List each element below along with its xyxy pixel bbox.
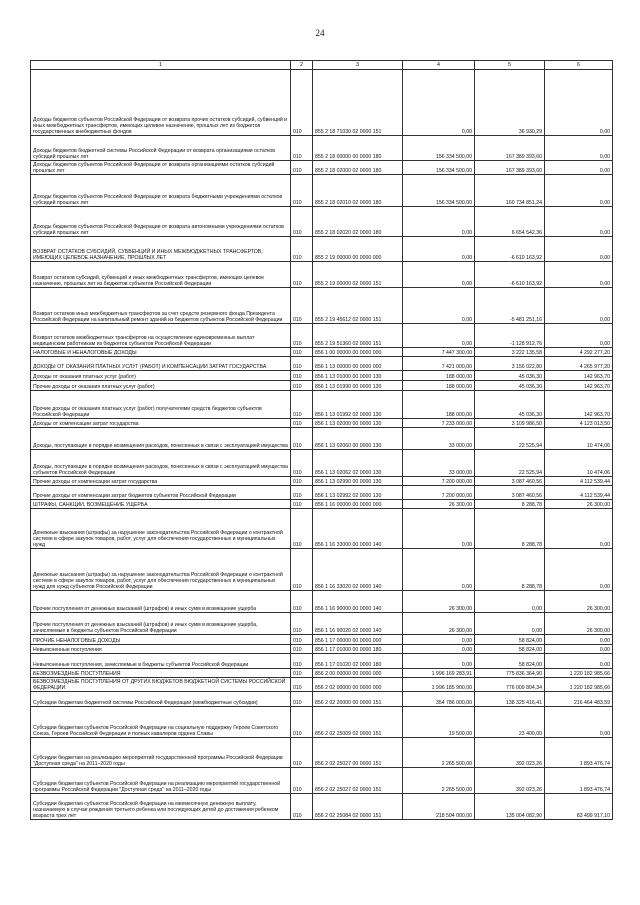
row-remaining-cell: 4 265 977,20	[545, 357, 613, 371]
row-code-cell: 010	[291, 324, 313, 348]
row-classification-cell: 856 2 02 20000 00 0000 151	[313, 692, 403, 707]
column-header: 6	[545, 61, 613, 70]
row-remaining-cell: 0,00	[545, 645, 613, 654]
table-row	[31, 692, 613, 707]
table-row	[31, 613, 613, 635]
row-classification-cell: 856 1 16 00000 00 0000 000	[313, 500, 403, 509]
table-row	[31, 348, 613, 357]
row-name-cell: Доходы бюджетов субъектов Российской Федерации от возврата автономными учреждениями остатков субсидий прошлых лет	[31, 207, 291, 237]
row-code-cell: 010	[291, 549, 313, 591]
table-row	[31, 450, 613, 477]
row-code-cell: 010	[291, 391, 313, 419]
row-classification-cell: 856 1 17 01020 02 0000 180	[313, 654, 403, 669]
table-row	[31, 635, 613, 645]
row-code-cell: 010	[291, 477, 313, 486]
table-row	[31, 591, 613, 613]
row-executed-cell: 0,00	[475, 613, 545, 635]
row-classification-cell: 855 2 19 00000 00 0000 000	[313, 237, 403, 262]
column-header: 2	[291, 61, 313, 70]
row-classification-cell: 856 1 13 02000 00 0000 130	[313, 419, 403, 428]
row-code-cell: 010	[291, 348, 313, 357]
row-executed-cell: 776 009 804,34	[475, 678, 545, 692]
row-classification-cell: 856 2 02 00000 00 0000 000	[313, 678, 403, 692]
row-executed-cell: 135 004 082,90	[475, 794, 545, 820]
row-classification-cell: 856 1 16 90020 02 0000 140	[313, 613, 403, 635]
revenue-table	[30, 60, 613, 820]
row-executed-cell: -6 610 163,92	[475, 237, 545, 262]
row-classification-cell: 855 2 19 45612 02 0000 151	[313, 288, 403, 324]
row-plan-cell: 156 334 500,00	[403, 136, 475, 161]
row-remaining-cell: 4 123 013,50	[545, 419, 613, 428]
row-executed-cell: 58 824,00	[475, 635, 545, 645]
row-plan-cell: 7 200 000,00	[403, 477, 475, 486]
row-plan-cell: 0,00	[403, 509, 475, 549]
row-remaining-cell: 0,00	[545, 324, 613, 348]
page-number: 24	[315, 28, 325, 38]
row-executed-cell: 160 734 851,24	[475, 175, 545, 207]
column-header: 4	[403, 61, 475, 70]
row-name-cell: ПРОЧИЕ НЕНАЛОГОВЫЕ ДОХОДЫ	[31, 635, 291, 645]
row-executed-cell: 58 824,00	[475, 645, 545, 654]
row-plan-cell: 26 300,00	[403, 500, 475, 509]
row-executed-cell: 3 156 022,80	[475, 357, 545, 371]
row-plan-cell: 0,00	[403, 654, 475, 669]
row-code-cell: 010	[291, 738, 313, 768]
row-code-cell: 010	[291, 707, 313, 738]
row-plan-cell: 33 000,00	[403, 450, 475, 477]
row-executed-cell: 3 109 986,50	[475, 419, 545, 428]
row-classification-cell: 856 1 00 00000 00 0000 000	[313, 348, 403, 357]
table-row	[31, 707, 613, 738]
row-remaining-cell: 0,00	[545, 207, 613, 237]
row-name-cell: Денежные взыскания (штрафы) за нарушение законодательства Российской Федерации о контрактной системе в сфере закупок товаров, работ, услуг для обеспечения государственных и муниципальных нужд	[31, 509, 291, 549]
row-classification-cell: 856 1 16 90000 00 0000 140	[313, 591, 403, 613]
row-classification-cell: 856 1 17 00000 00 0000 000	[313, 635, 403, 645]
table-row	[31, 738, 613, 768]
row-name-cell: Доходы бюджетов бюджетной системы Российской Федерации от возврата организациями остатков субсидий прошлых лет	[31, 136, 291, 161]
row-code-cell: 010	[291, 794, 313, 820]
row-name-cell: Доходы бюджетов субъектов Российской Федерации от возврата прочих остатков субсидий, субвенций и иных межбюджетных трансфертов, имеющих целевое назначение, прошлых лет из бюджетов государственных внебюджетных фондов	[31, 70, 291, 136]
row-classification-cell: 855 2 18 02020 02 0000 180	[313, 207, 403, 237]
row-name-cell: БЕЗВОЗМЕЗДНЫЕ ПОСТУПЛЕНИЯ	[31, 669, 291, 678]
row-code-cell: 010	[291, 288, 313, 324]
row-name-cell: Прочие доходы от оказания платных услуг (работ) получателями средств бюджетов субъектов Российской Федерации	[31, 391, 291, 419]
row-executed-cell: 36 930,29	[475, 70, 545, 136]
row-remaining-cell: 216 464 483,59	[545, 692, 613, 707]
row-executed-cell: 138 325 416,41	[475, 692, 545, 707]
row-executed-cell: 775 836 364,90	[475, 669, 545, 678]
row-name-cell: Прочие доходы от компенсации затрат бюджетов субъектов Российской Федерации	[31, 486, 291, 500]
row-remaining-cell: 0,00	[545, 136, 613, 161]
row-remaining-cell: 1 893 476,74	[545, 768, 613, 794]
row-remaining-cell: 142 963,70	[545, 391, 613, 419]
row-name-cell: Прочие поступления от денежных взысканий (штрафов) и иных сумм в возмещение ущерба	[31, 591, 291, 613]
table-body	[31, 61, 613, 820]
row-plan-cell: 7 200 000,00	[403, 486, 475, 500]
row-remaining-cell: 10 474,06	[545, 450, 613, 477]
table-row	[31, 477, 613, 486]
row-executed-cell: 22 525,94	[475, 450, 545, 477]
table-row	[31, 645, 613, 654]
table-row	[31, 357, 613, 371]
row-classification-cell: 856 2 02 25084 02 0000 151	[313, 794, 403, 820]
row-classification-cell: 856 1 13 02992 02 0000 130	[313, 486, 403, 500]
row-name-cell: Возврат остатков иных межбюджетных трансфертов за счет средств резервного фонда Президента Российской Федерации на капитальный ремонт зданий из бюджетов субъектов Российской Федерации	[31, 288, 291, 324]
row-classification-cell: 855 2 19 00000 02 0000 151	[313, 262, 403, 288]
row-plan-cell: 7 421 000,00	[403, 357, 475, 371]
row-remaining-cell: 4 112 539,44	[545, 486, 613, 500]
table-row	[31, 500, 613, 509]
row-remaining-cell: 4 112 539,44	[545, 477, 613, 486]
row-name-cell: Доходы, поступающие в порядке возмещения расходов, понесенных в связи с эксплуатацией имущества субъектов Российской Федерации	[31, 450, 291, 477]
row-plan-cell: 0,00	[403, 262, 475, 288]
row-plan-cell: 19 500,00	[403, 707, 475, 738]
row-executed-cell: 3 222 135,58	[475, 348, 545, 357]
row-plan-cell: 188 000,00	[403, 381, 475, 391]
row-code-cell: 010	[291, 371, 313, 381]
row-code-cell: 010	[291, 509, 313, 549]
table-row	[31, 669, 613, 678]
row-name-cell: Субсидии бюджетам субъектов Российской Федерации на социальную поддержку Героев Советского Союза, Героев Российской Федерации и полных кавалеров ордена Славы	[31, 707, 291, 738]
row-plan-cell: 0,00	[403, 635, 475, 645]
row-remaining-cell: 0,00	[545, 654, 613, 669]
row-name-cell: Возврат остатков межбюджетных трансфертов на осуществление единовременных выплат медицинским работникам из бюджетов субъектов Российской Федерации	[31, 324, 291, 348]
table-row	[31, 794, 613, 820]
row-executed-cell: 45 036,30	[475, 371, 545, 381]
row-classification-cell: 856 2 02 25027 02 0000 151	[313, 768, 403, 794]
table-row	[31, 428, 613, 450]
row-code-cell: 010	[291, 428, 313, 450]
row-plan-cell: 7 233 000,00	[403, 419, 475, 428]
column-header: 3	[313, 61, 403, 70]
row-code-cell: 010	[291, 591, 313, 613]
row-plan-cell: 0,00	[403, 207, 475, 237]
row-plan-cell: 7 447 300,00	[403, 348, 475, 357]
table-row	[31, 654, 613, 669]
row-plan-cell: 0,00	[403, 288, 475, 324]
row-classification-cell: 856 1 16 33000 00 0000 140	[313, 509, 403, 549]
table-row	[31, 288, 613, 324]
row-executed-cell: 45 036,30	[475, 381, 545, 391]
row-classification-cell: 856 1 13 00000 00 0000 000	[313, 357, 403, 371]
row-code-cell: 010	[291, 654, 313, 669]
row-remaining-cell: 4 292 277,20	[545, 348, 613, 357]
row-plan-cell: 188 000,00	[403, 391, 475, 419]
row-executed-cell: 6 654 542,36	[475, 207, 545, 237]
row-plan-cell: 0,00	[403, 70, 475, 136]
row-remaining-cell: 0,00	[545, 509, 613, 549]
row-classification-cell: 856 1 13 02060 00 0000 130	[313, 428, 403, 450]
row-name-cell: Денежные взыскания (штрафы) за нарушение законодательства Российской Федерации о контрактной системе в сфере закупок товаров, работ, услуг для обеспечения государственных и муниципальных нужд для нужд субъектов Российской Федерации	[31, 549, 291, 591]
row-classification-cell: 856 1 13 02990 00 0000 130	[313, 477, 403, 486]
row-remaining-cell: 83 499 917,10	[545, 794, 613, 820]
row-classification-cell: 856 2 02 25009 02 0000 151	[313, 707, 403, 738]
table-row	[31, 324, 613, 348]
row-remaining-cell: 0,00	[545, 161, 613, 175]
row-name-cell: Субсидии бюджетам на реализацию мероприятий государственной программы Российской Федерации "Доступная среда" на 2011–2020 годы	[31, 738, 291, 768]
row-remaining-cell: 10 474,06	[545, 428, 613, 450]
row-name-cell: ШТРАФЫ, САНКЦИИ, ВОЗМЕЩЕНИЕ УЩЕРБА	[31, 500, 291, 509]
table-row	[31, 207, 613, 237]
table-row	[31, 70, 613, 136]
row-name-cell: Субсидии бюджетам субъектов Российской Федерации на реализацию мероприятий государственной программы Российской Федерации "Доступная среда" на 2011–2020 годы	[31, 768, 291, 794]
table-header-row	[31, 61, 613, 70]
row-name-cell: ДОХОДЫ ОТ ОКАЗАНИЯ ПЛАТНЫХ УСЛУГ (РАБОТ) И КОМПЕНСАЦИИ ЗАТРАТ ГОСУДАРСТВА	[31, 357, 291, 371]
table-row	[31, 549, 613, 591]
row-remaining-cell: 142 963,70	[545, 371, 613, 381]
row-remaining-cell: 0,00	[545, 262, 613, 288]
row-plan-cell: 1 996 169 283,91	[403, 669, 475, 678]
row-remaining-cell: 142 963,70	[545, 381, 613, 391]
row-executed-cell: 8 288,78	[475, 500, 545, 509]
table-row	[31, 136, 613, 161]
row-classification-cell: 856 1 13 01000 00 0000 130	[313, 371, 403, 381]
row-code-cell: 010	[291, 207, 313, 237]
row-plan-cell: 156 334 500,00	[403, 175, 475, 207]
row-executed-cell: 392 023,26	[475, 768, 545, 794]
row-name-cell: Доходы от оказания платных услуг (работ)	[31, 371, 291, 381]
row-executed-cell: -1 128 912,76	[475, 324, 545, 348]
column-header: 1	[31, 61, 291, 70]
row-executed-cell: -5 481 251,16	[475, 288, 545, 324]
row-remaining-cell: 1 893 476,74	[545, 738, 613, 768]
row-remaining-cell: 26 300,00	[545, 500, 613, 509]
table-row	[31, 237, 613, 262]
row-remaining-cell: 0,00	[545, 288, 613, 324]
table-row	[31, 486, 613, 500]
row-executed-cell: 3 087 460,56	[475, 477, 545, 486]
row-code-cell: 010	[291, 262, 313, 288]
row-name-cell: НАЛОГОВЫЕ И НЕНАЛОГОВЫЕ ДОХОДЫ	[31, 348, 291, 357]
table-row	[31, 371, 613, 381]
row-classification-cell: 856 1 13 01990 00 0000 130	[313, 381, 403, 391]
row-name-cell: Невыясненные поступления, зачисляемые в бюджеты субъектов Российской Федерации	[31, 654, 291, 669]
row-executed-cell: 0,00	[475, 591, 545, 613]
row-classification-cell: 856 1 17 01000 00 0000 180	[313, 645, 403, 654]
row-code-cell: 010	[291, 669, 313, 678]
table-row	[31, 262, 613, 288]
row-executed-cell: -6 610 163,92	[475, 262, 545, 288]
row-name-cell: ВОЗВРАТ ОСТАТКОВ СУБСИДИЙ, СУБВЕНЦИЙ И ИНЫХ МЕЖБЮДЖЕТНЫХ ТРАНСФЕРТОВ, ИМЕЮЩИХ ЦЕЛЕВОЕ НАЗНАЧЕНИЕ, ПРОШЛЫХ ЛЕТ	[31, 237, 291, 262]
row-plan-cell: 188 000,00	[403, 371, 475, 381]
row-executed-cell: 58 824,00	[475, 654, 545, 669]
row-code-cell: 010	[291, 613, 313, 635]
row-classification-cell: 855 2 18 71030 02 0000 151	[313, 70, 403, 136]
row-code-cell: 010	[291, 486, 313, 500]
row-executed-cell: 45 036,30	[475, 391, 545, 419]
row-name-cell: Прочие доходы от оказания платных услуг (работ)	[31, 381, 291, 391]
table-row	[31, 768, 613, 794]
row-executed-cell: 3 087 460,56	[475, 486, 545, 500]
row-code-cell: 010	[291, 419, 313, 428]
row-classification-cell: 855 2 18 00000 00 0000 180	[313, 136, 403, 161]
row-name-cell: Субсидии бюджетам субъектов Российской Федерации на ежемесячную денежную выплату, назначаемую в случае рождения третьего ребенка или последующих детей до достижения ребенком возраста трех лет	[31, 794, 291, 820]
table-row	[31, 391, 613, 419]
row-classification-cell: 855 2 18 02000 02 0000 180	[313, 161, 403, 175]
row-plan-cell: 33 000,00	[403, 428, 475, 450]
row-plan-cell: 2 265 500,00	[403, 768, 475, 794]
row-classification-cell: 856 2 02 25027 00 0000 151	[313, 738, 403, 768]
row-executed-cell: 23 400,00	[475, 707, 545, 738]
row-executed-cell: 8 288,78	[475, 549, 545, 591]
row-remaining-cell: 1 220 182 985,66	[545, 669, 613, 678]
row-classification-cell: 856 1 16 33020 02 0000 140	[313, 549, 403, 591]
row-classification-cell: 856 2 00 00000 00 0000 000	[313, 669, 403, 678]
table-row	[31, 175, 613, 207]
row-plan-cell: 0,00	[403, 237, 475, 262]
row-code-cell: 010	[291, 678, 313, 692]
table-row	[31, 161, 613, 175]
table-row	[31, 509, 613, 549]
row-plan-cell: 156 334 500,00	[403, 161, 475, 175]
row-executed-cell: 22 525,94	[475, 428, 545, 450]
row-remaining-cell: 0,00	[545, 707, 613, 738]
row-code-cell: 010	[291, 161, 313, 175]
row-code-cell: 010	[291, 175, 313, 207]
row-name-cell: Доходы от компенсации затрат государства	[31, 419, 291, 428]
row-code-cell: 010	[291, 500, 313, 509]
row-classification-cell: 856 1 13 02062 02 0000 130	[313, 450, 403, 477]
row-plan-cell: 2 265 500,00	[403, 738, 475, 768]
table-row	[31, 419, 613, 428]
row-name-cell: Прочие поступления от денежных взысканий (штрафов) и иных сумм в возмещение ущерба, зачисляемые в бюджеты субъектов Российской Федерации	[31, 613, 291, 635]
column-header: 5	[475, 61, 545, 70]
row-executed-cell: 392 023,26	[475, 738, 545, 768]
row-remaining-cell: 0,00	[545, 549, 613, 591]
table-row	[31, 678, 613, 692]
row-executed-cell: 167 389 393,60	[475, 136, 545, 161]
row-name-cell: Невыясненные поступления	[31, 645, 291, 654]
row-remaining-cell: 0,00	[545, 635, 613, 645]
row-name-cell: Доходы бюджетов субъектов Российской Федерации от возврата бюджетными учреждениями остатков субсидий прошлых лет	[31, 175, 291, 207]
row-code-cell: 010	[291, 357, 313, 371]
row-name-cell: Доходы, поступающие в порядке возмещения расходов, понесенных в связи с эксплуатацией имущества	[31, 428, 291, 450]
row-plan-cell: 0,00	[403, 549, 475, 591]
row-code-cell: 010	[291, 237, 313, 262]
row-plan-cell: 218 504 000,00	[403, 794, 475, 820]
row-code-cell: 010	[291, 136, 313, 161]
row-plan-cell: 0,00	[403, 324, 475, 348]
row-plan-cell: 354 786 000,00	[403, 692, 475, 707]
row-code-cell: 010	[291, 381, 313, 391]
row-code-cell: 010	[291, 450, 313, 477]
row-remaining-cell: 0,00	[545, 237, 613, 262]
row-executed-cell: 167 389 393,60	[475, 161, 545, 175]
row-name-cell: Возврат остатков субсидий, субвенций и иных межбюджетных трансфертов, имеющих целевое назначение, прошлых лет из бюджетов субъектов Российской Федерации	[31, 262, 291, 288]
row-plan-cell: 26 300,00	[403, 613, 475, 635]
row-remaining-cell: 0,00	[545, 70, 613, 136]
row-name-cell: Доходы бюджетов субъектов Российской Федерации от возврата организациями остатков субсидий прошлых лет	[31, 161, 291, 175]
row-code-cell: 010	[291, 692, 313, 707]
row-code-cell: 010	[291, 70, 313, 136]
row-code-cell: 010	[291, 645, 313, 654]
row-classification-cell: 856 1 13 01992 02 0000 130	[313, 391, 403, 419]
row-classification-cell: 855 2 18 02010 02 0000 180	[313, 175, 403, 207]
row-plan-cell: 26 300,00	[403, 591, 475, 613]
row-code-cell: 010	[291, 635, 313, 645]
row-remaining-cell: 1 220 182 985,66	[545, 678, 613, 692]
row-remaining-cell: 26 300,00	[545, 613, 613, 635]
row-name-cell: БЕЗВОЗМЕЗДНЫЕ ПОСТУПЛЕНИЯ ОТ ДРУГИХ БЮДЖЕТОВ БЮДЖЕТНОЙ СИСТЕМЫ РОССИЙСКОЙ ФЕДЕРАЦИИ	[31, 678, 291, 692]
row-name-cell: Субсидии бюджетам бюджетной системы Российской Федерации (межбюджетные субсидии)	[31, 692, 291, 707]
row-remaining-cell: 0,00	[545, 175, 613, 207]
row-code-cell: 010	[291, 768, 313, 794]
row-plan-cell: 1 996 185 900,00	[403, 678, 475, 692]
row-name-cell: Прочие доходы от компенсации затрат государства	[31, 477, 291, 486]
table-row	[31, 381, 613, 391]
row-remaining-cell: 26 300,00	[545, 591, 613, 613]
row-executed-cell: 8 288,78	[475, 509, 545, 549]
row-classification-cell: 855 2 19 51360 02 0000 151	[313, 324, 403, 348]
row-plan-cell: 0,00	[403, 645, 475, 654]
